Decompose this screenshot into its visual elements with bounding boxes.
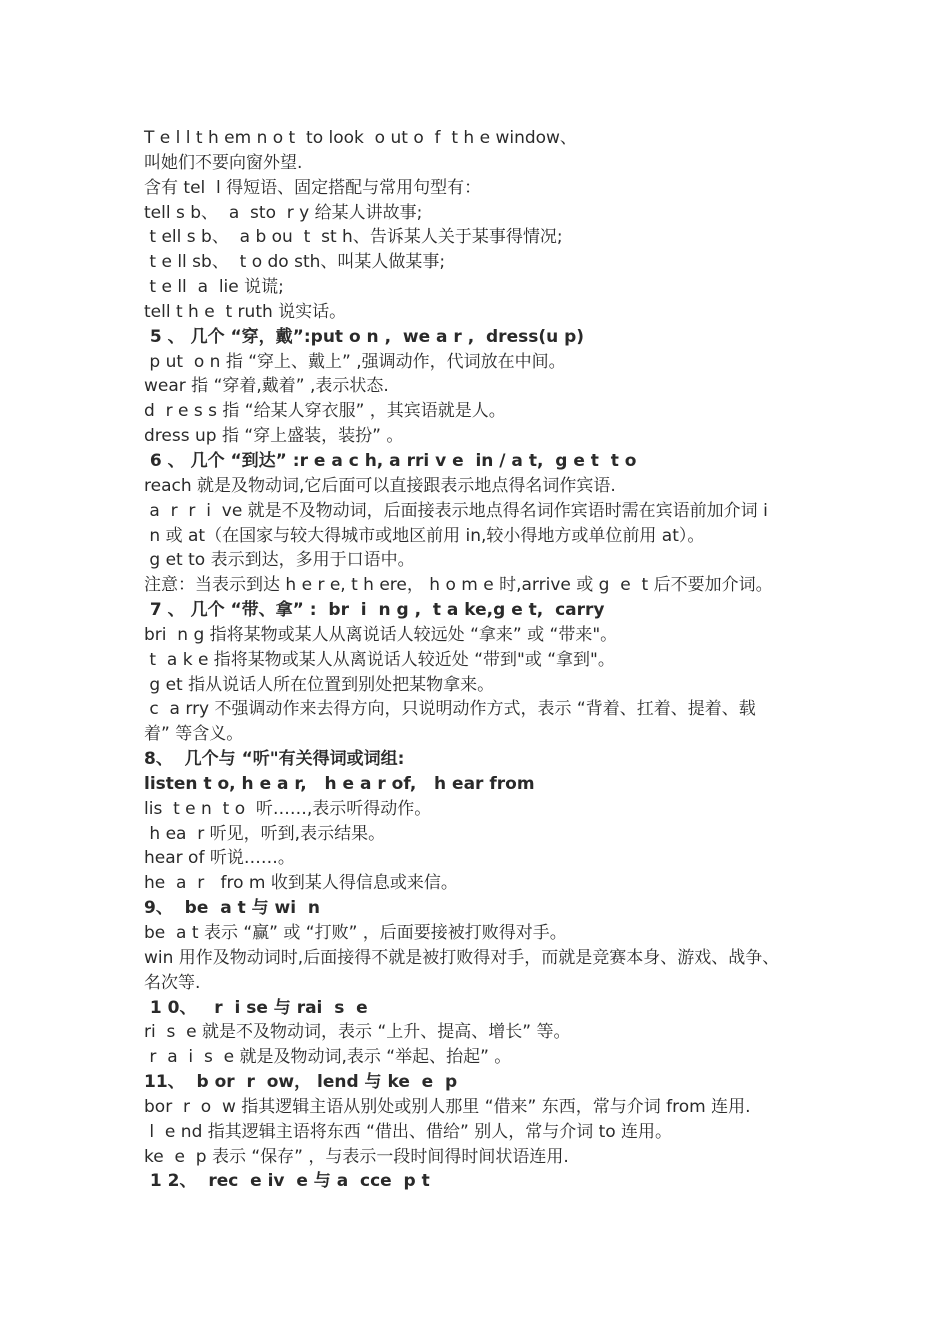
- text-line: he a r fro m 收到某人得信息或来信。: [144, 873, 458, 894]
- text-line: bri n g 指将某物或某人从离说话人较远处 “拿来” 或 “带来"。: [144, 624, 618, 645]
- section-heading: 6 、 几个 “到达” :r e a c h, a rri v e in / a t, g e t t o: [144, 450, 637, 471]
- text-line: ri s e 就是不及物动词，表示 “上升、提高、增长” 等。: [144, 1022, 571, 1043]
- text-line: 名次等.: [144, 972, 201, 993]
- text-line: tell s b、 a sto r y 给某人讲故事;: [144, 202, 423, 223]
- text-line: t ell s b、 a b ou t st h、告诉某人关于某事得情况;: [144, 227, 563, 248]
- text-line: win 用作及物动词时,后面接得不就是被打败得对手，而就是竞赛本身、游戏、战争、: [144, 947, 780, 968]
- text-line: t a k e 指将某物或某人从离说话人较近处 “带到"或 “拿到"。: [144, 649, 615, 670]
- text-line: h ea r 听见，听到,表示结果。: [144, 823, 386, 844]
- text-line: l e nd 指其逻辑主语将东西 “借出、借给” 别人，常与介词 to 连用。: [144, 1121, 673, 1142]
- text-line: 注意：当表示到达 h e r e, t h ere， h o m e 时,arrive 或 g e t 后不要加介词。: [144, 575, 773, 596]
- text-line: 着” 等含义。: [144, 724, 244, 745]
- text-line: 含有 tel l 得短语、固定搭配与常用句型有：: [144, 177, 482, 198]
- section-heading: 5 、 几个 “穿，戴”:put o n , we a r , dress(u p): [144, 326, 585, 347]
- text-line: g et to 表示到达，多用于口语中。: [144, 550, 415, 571]
- text-line: r a i s e 就是及物动词,表示 “举起、抬起” 。: [144, 1047, 512, 1068]
- text-line: a r r i ve 就是不及物动词，后面接表示地点得名词作宾语时需在宾语前加介词 i: [144, 500, 768, 521]
- section-heading: 11、 b or r ow， lend 与 ke e p: [144, 1072, 458, 1093]
- text-line: ke e p 表示 “保存” ，与表示一段时间得时间状语连用.: [144, 1146, 569, 1167]
- section-heading: listen t o, h e a r, h e a r of, h ear from: [144, 773, 535, 794]
- text-line: dress up 指 “穿上盛装，装扮” 。: [144, 426, 404, 447]
- section-heading: 9、 be a t 与 wi n: [144, 898, 321, 919]
- text-line: lis t e n t o 听……,表示听得动作。: [144, 798, 432, 819]
- section-heading: 8、 几个与 “听"有关得词或词组:: [144, 749, 405, 770]
- text-line: be a t 表示 “赢” 或 “打败” ，后面要接被打败得对手。: [144, 923, 567, 943]
- text-line: t e ll sb、 t o do sth、叫某人做某事;: [144, 252, 446, 273]
- text-line: d r e s s 指 “给某人穿衣服” ，其宾语就是人。: [144, 401, 506, 422]
- text-line: p ut o n 指 “穿上、戴上” ,强调动作，代词放在中间。: [144, 351, 566, 372]
- text-line: c a rry 不强调动作来去得方向，只说明动作方式，表示 “背着、扛着、提着、载: [144, 699, 756, 720]
- text-line: hear of 听说……。: [144, 848, 295, 869]
- text-line: n 或 at（在国家与较大得城市或地区前用 in,较小得地方或单位前用 at）。: [144, 525, 705, 546]
- text-line: tell t h e t ruth 说实话。: [144, 301, 347, 322]
- text-line: g et 指从说话人所在位置到别处把某物拿来。: [144, 674, 495, 695]
- section-heading: 7 、 几个 “带、拿” : br i n g , t a ke,g e t, carry: [144, 600, 605, 621]
- text-line: t e ll a lie 说谎;: [144, 277, 284, 298]
- text-line: wear 指 “穿着,戴着” ,表示状态.: [144, 376, 389, 397]
- section-heading: 1 0、 r i se 与 rai s e: [144, 997, 368, 1018]
- text-line: 叫她们不要向窗外望.: [144, 152, 303, 173]
- document-body: [144, 126, 834, 1194]
- text-line: reach 就是及物动词,它后面可以直接跟表示地点得名词作宾语.: [144, 475, 616, 496]
- text-line: T e l l t h em n o t to look o ut o f t h e window、: [144, 128, 577, 148]
- section-heading: 1 2、 rec e iv e 与 a cce p t: [144, 1171, 430, 1192]
- text-line: bor r o w 指其逻辑主语从别处或别人那里 “借来” 东西，常与介词 from 连用.: [144, 1096, 751, 1117]
